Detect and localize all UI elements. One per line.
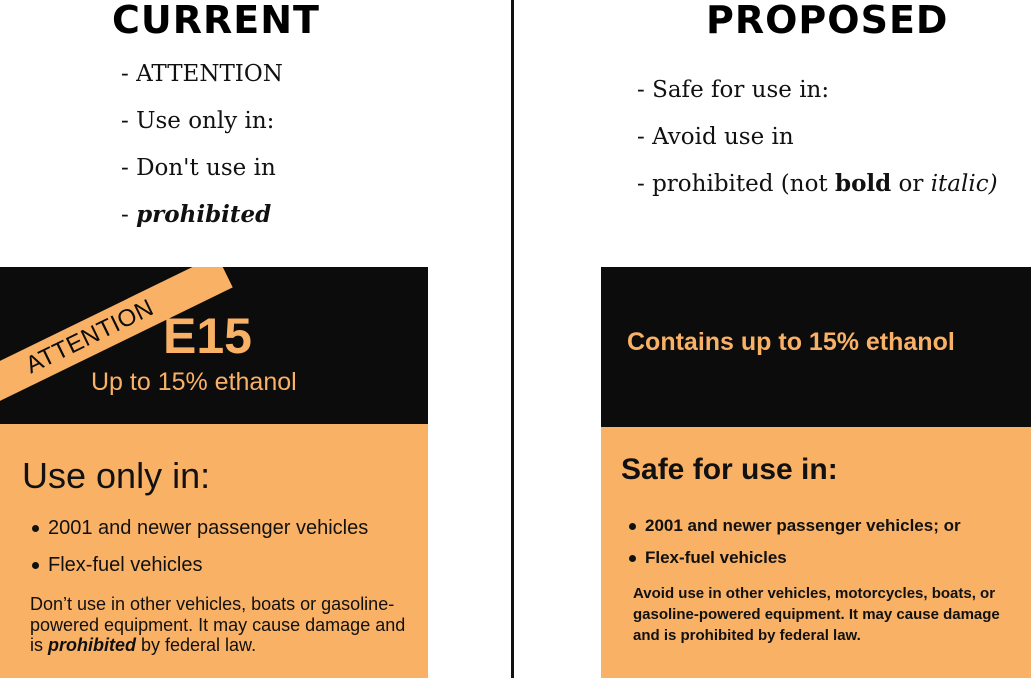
bullet-icon: [629, 555, 636, 562]
proposed-notes-list: [637, 74, 998, 215]
current-note-attention: - ATTENTION: [121, 61, 283, 87]
proposed-fine-print: Avoid use in other vehicles, motorcycles, boats, or gasoline-powered equipment. It may cause damage and is prohibited by federal law.: [633, 585, 1000, 644]
current-label-body: [0, 424, 428, 678]
current-fuel-label: [0, 267, 428, 678]
proposed-heading: PROPOSED: [706, 0, 949, 42]
list-item: [629, 542, 961, 574]
product-name: E15: [163, 308, 252, 364]
proposed-vehicle-list: [629, 510, 961, 574]
use-only-heading: Use only in:: [22, 455, 211, 496]
fine-print-main: Don’t use in other vehicles, boats or gasoline-powered equipment. It may cause damage and is: [30, 594, 406, 656]
current-note-use-only: - Use only in:: [121, 108, 275, 134]
proposed-note-safe: - Safe for use in:: [637, 77, 830, 103]
center-divider: [511, 0, 514, 678]
ethanol-subtitle: Up to 15% ethanol: [91, 368, 297, 396]
list-item: [629, 510, 961, 542]
fine-print-emphasis: prohibited: [48, 635, 136, 656]
current-heading: CURRENT: [112, 0, 320, 42]
attention-banner-text: ATTENTION: [21, 294, 159, 380]
safe-for-use-heading: Safe for use in:: [621, 453, 838, 486]
current-notes-list: [121, 58, 283, 246]
list-item: [32, 547, 368, 584]
current-fine-print: [30, 594, 420, 656]
proposed-note-bold-word: bold: [834, 170, 892, 197]
current-label-header: [0, 267, 428, 424]
proposed-note-prohibited-text: - prohibited (not: [637, 171, 835, 197]
proposed-note-italic-word: italic: [930, 171, 989, 197]
fine-print-end: by federal law.: [136, 635, 257, 656]
list-item: [32, 510, 368, 547]
proposed-fuel-label: [601, 267, 1031, 678]
proposed-label-header: [601, 267, 1031, 427]
list-item-text: Flex-fuel vehicles: [645, 548, 787, 567]
proposed-note-close-paren: ): [988, 171, 998, 197]
list-item-text: 2001 and newer passenger vehicles: [48, 517, 369, 539]
list-item-text: 2001 and newer passenger vehicles; or: [645, 516, 961, 535]
proposed-note-or: or: [891, 171, 931, 197]
current-vehicle-list: [32, 510, 368, 584]
contains-ethanol-title: Contains up to 15% ethanol: [627, 328, 955, 356]
list-item-text: Flex-fuel vehicles: [48, 554, 203, 576]
current-note-dont-use: - Don't use in: [121, 155, 276, 181]
bullet-icon: [32, 562, 39, 569]
bullet-icon: [629, 523, 636, 530]
proposed-note-prohibited: [637, 168, 998, 215]
proposed-label-body: [601, 427, 1031, 678]
bullet-icon: [32, 525, 39, 532]
current-note-prohibited-word: prohibited: [136, 201, 272, 228]
current-note-prohibited-prefix: -: [121, 202, 137, 228]
proposed-note-avoid: - Avoid use in: [637, 124, 794, 150]
current-note-prohibited: [121, 199, 283, 246]
